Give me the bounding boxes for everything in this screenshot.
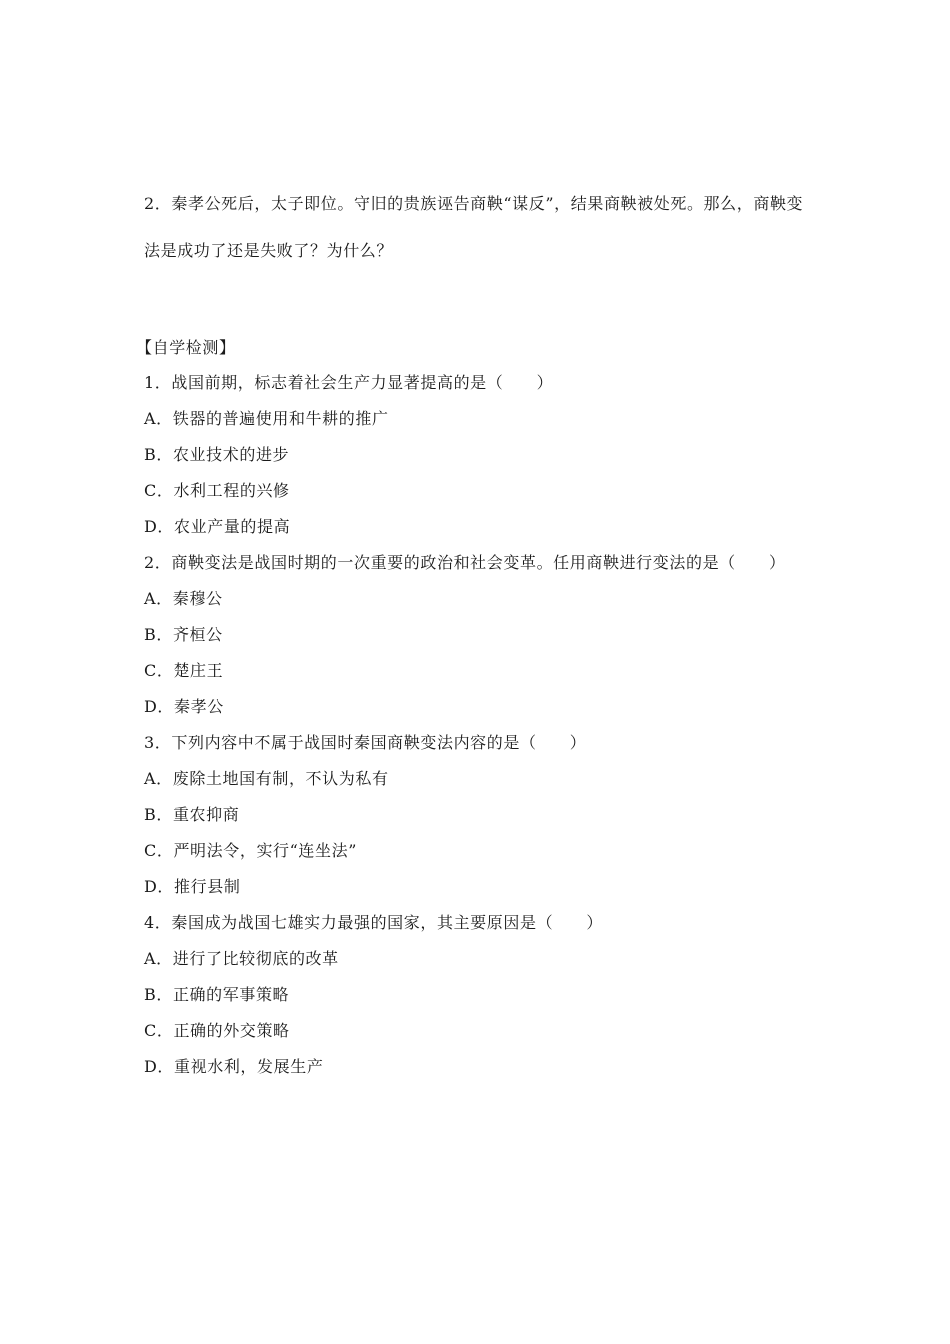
question-4-option-a: A．进行了比较彻底的改革 xyxy=(144,949,339,968)
question-3-option-c: C．严明法令，实行“连坐法” xyxy=(144,841,358,860)
question-2: 2．商鞅变法是战国时期的一次重要的政治和社会变革。任用商鞅进行变法的是（ ） xyxy=(144,553,786,572)
section-heading: 【自学检测】 xyxy=(136,338,236,357)
question-1: 1．战国前期，标志着社会生产力显著提高的是（ ） xyxy=(144,373,554,392)
intro-question-paragraph: 2．秦孝公死后，太子即位。守旧的贵族诬告商鞅“谋反”，结果商鞅被处死。那么，商鞅变法是成功了还是失败了？为什么？ xyxy=(144,194,804,260)
question-4-option-b: B．正确的军事策略 xyxy=(144,985,290,1004)
question-2-option-b: B．齐桓公 xyxy=(144,625,223,644)
question-1-option-b: B．农业技术的进步 xyxy=(144,445,290,464)
question-1-option-a: A．铁器的普遍使用和牛耕的推广 xyxy=(144,409,389,428)
question-4: 4．秦国成为战国七雄实力最强的国家，其主要原因是（ ） xyxy=(144,913,603,932)
question-2-option-d: D．秦孝公 xyxy=(144,697,224,716)
question-3-option-a: A．废除土地国有制，不认为私有 xyxy=(144,769,389,788)
question-2-option-a: A．秦穆公 xyxy=(144,589,223,608)
question-3: 3．下列内容中不属于战国时秦国商鞅变法内容的是（ ） xyxy=(144,733,587,752)
question-1-option-c: C．水利工程的兴修 xyxy=(144,481,290,500)
question-4-option-c: C．正确的外交策略 xyxy=(144,1021,290,1040)
question-4-option-d: D．重视水利，发展生产 xyxy=(144,1057,324,1076)
question-1-option-d: D．农业产量的提高 xyxy=(144,517,291,536)
quiz-list xyxy=(144,372,816,1092)
question-3-option-d: D．推行县制 xyxy=(144,877,241,896)
question-3-option-b: B．重农抑商 xyxy=(144,805,240,824)
question-2-option-c: C．楚庄王 xyxy=(144,661,224,680)
